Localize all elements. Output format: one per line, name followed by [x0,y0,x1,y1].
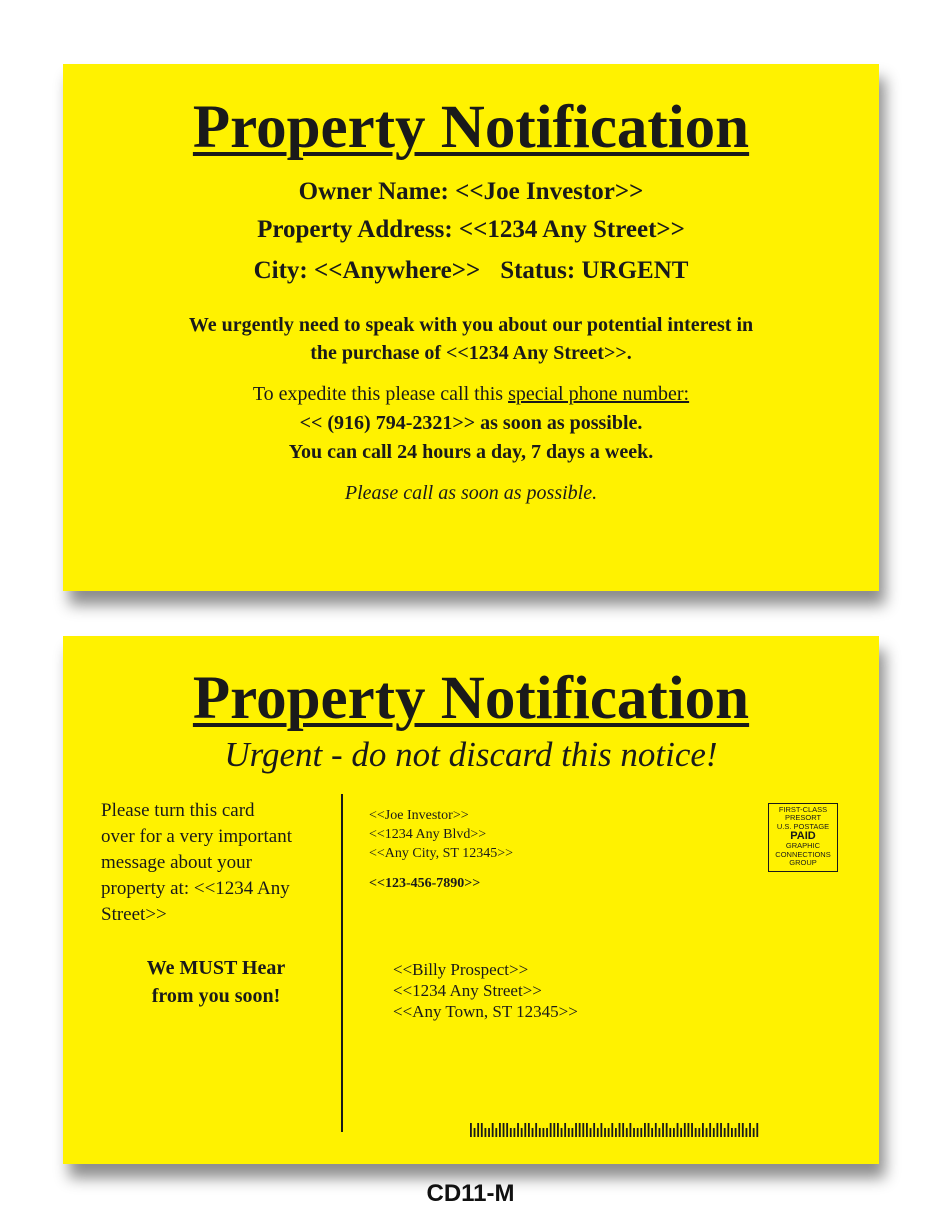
barcode-bar [590,1128,592,1137]
barcode-bar [731,1128,733,1137]
barcode-bar [742,1123,744,1137]
barcode-bar [524,1123,526,1137]
postage-line: GRAPHIC [785,841,821,851]
barcode-bar [717,1123,719,1137]
postal-barcode [470,1123,760,1137]
postage-paid: PAID [790,830,816,843]
postage-indicia [768,803,838,872]
barcode-bar [756,1123,758,1137]
barcode-bar [706,1128,708,1137]
owner-name-line: Owner Name: <<Joe Investor>> [298,178,644,205]
vertical-divider [341,794,343,1132]
barcode-bar [709,1123,711,1137]
barcode-bar [735,1128,737,1137]
barcode-bar [485,1128,487,1137]
barcode-bar [477,1123,479,1137]
barcode-bar [746,1128,748,1137]
postcard-front [63,64,879,591]
barcode-bar [655,1123,657,1137]
barcode-bar [474,1128,476,1137]
barcode-bar [568,1128,570,1137]
barcode-bar [517,1123,519,1137]
barcode-bar [535,1123,537,1137]
recipient-address [393,959,578,1022]
barcode-bar [695,1128,697,1137]
barcode-bar [662,1123,664,1137]
city-label: City: <<Anywhere>> [253,257,481,284]
barcode-bar [644,1123,646,1137]
barcode-bar [492,1123,494,1137]
barcode-bar [648,1123,650,1137]
turn-over-line: Please turn this card [101,800,255,821]
barcode-bar [564,1123,566,1137]
barcode-bar [510,1128,512,1137]
barcode-bar [622,1123,624,1137]
barcode-bar [713,1128,715,1137]
barcode-bar [586,1123,588,1137]
barcode-bar [503,1123,505,1137]
barcode-bar [601,1123,603,1137]
turn-over-line: Street>> [101,904,167,925]
barcode-bar [738,1123,740,1137]
barcode-bar [575,1123,577,1137]
message-line-1: We urgently need to speak with you about our potential interest in [188,314,754,336]
city-status-line [63,257,879,285]
expedite-line [63,383,879,406]
turn-over-line: property at: <<1234 Any [101,878,290,899]
barcode-bar [561,1128,563,1137]
expedite-text: To expedite this please call this [252,383,509,405]
front-title: Property Notification [192,94,750,161]
barcode-bar [593,1123,595,1137]
barcode-bar [582,1123,584,1137]
barcode-bar [572,1128,574,1137]
return-address-line: <<Joe Investor>> [369,808,469,823]
barcode-bar [659,1128,661,1137]
barcode-bar [720,1123,722,1137]
barcode-bar [506,1123,508,1137]
must-hear-line: from you soon! [151,985,281,1007]
turn-over-message [101,798,316,928]
barcode-bar [557,1123,559,1137]
product-code: CD11-M [426,1180,515,1207]
barcode-bar [619,1123,621,1137]
return-address [369,806,513,863]
barcode-bar [470,1123,472,1137]
return-address-line: <<1234 Any Blvd>> [369,827,487,842]
recipient-address-line: <<Any Town, ST 12345>> [393,1002,578,1021]
postage-line: U.S. POSTAGE [776,821,830,831]
message-line-2: the purchase of <<1234 Any Street>>. [310,342,632,364]
barcode-bar [532,1128,534,1137]
barcode-bar [597,1128,599,1137]
barcode-bar [488,1128,490,1137]
barcode-bar [579,1123,581,1137]
postage-line: GROUP [789,858,817,868]
barcode-bar [608,1128,610,1137]
barcode-bar [481,1123,483,1137]
barcode-bar [539,1128,541,1137]
special-phone-link-text: special phone number: [508,383,690,405]
barcode-bar [666,1123,668,1137]
postage-line: CONNECTIONS [775,849,831,859]
barcode-bar [495,1128,497,1137]
return-address-line: <<Any City, ST 12345>> [369,846,513,861]
barcode-bar [543,1128,545,1137]
barcode-bar [615,1128,617,1137]
return-phone: <<123-456-7890>> [369,876,481,891]
barcode-bar [550,1123,552,1137]
barcode-bar [727,1123,729,1137]
barcode-bar [521,1128,523,1137]
barcode-bar [499,1123,501,1137]
barcode-bar [749,1123,751,1137]
hours-line: You can call 24 hours a day, 7 days a week. [288,441,654,463]
must-hear-message [101,954,331,1010]
must-hear-line: We MUST Hear [146,957,286,979]
status-label: Status: URGENT [500,257,689,284]
barcode-bar [680,1128,682,1137]
barcode-bar [698,1128,700,1137]
barcode-bar [604,1128,606,1137]
postcard-back [63,636,879,1164]
barcode-bar [677,1123,679,1137]
turn-over-line: message about your [101,852,252,873]
barcode-bar [753,1128,755,1137]
barcode-bar [688,1123,690,1137]
recipient-address-line: <<Billy Prospect>> [393,960,529,979]
barcode-bar [702,1123,704,1137]
property-address-line: Property Address: <<1234 Any Street>> [257,216,685,243]
barcode-bar [637,1128,639,1137]
back-subtitle: Urgent - do not discard this notice! [224,735,718,774]
barcode-bar [553,1123,555,1137]
barcode-bar [630,1123,632,1137]
barcode-bar [640,1128,642,1137]
barcode-bar [673,1128,675,1137]
barcode-bar [669,1128,671,1137]
barcode-bar [691,1123,693,1137]
barcode-bar [514,1128,516,1137]
postage-line: FIRST-CLASS [778,805,828,814]
barcode-bar [724,1128,726,1137]
barcode-bar [626,1128,628,1137]
barcode-bar [651,1128,653,1137]
barcode-bar [684,1123,686,1137]
phone-line: << (916) 794-2321>> as soon as possible. [299,412,643,434]
turn-over-line: over for a very important [101,826,292,847]
barcode-bar [546,1128,548,1137]
recipient-address-line: <<1234 Any Street>> [393,981,542,1000]
back-title: Property Notification [192,665,750,732]
closing-line: Please call as soon as possible. [344,482,598,504]
barcode-bar [528,1123,530,1137]
barcode-bar [633,1128,635,1137]
postage-line: PRESORT [784,813,822,823]
barcode-bar [611,1123,613,1137]
